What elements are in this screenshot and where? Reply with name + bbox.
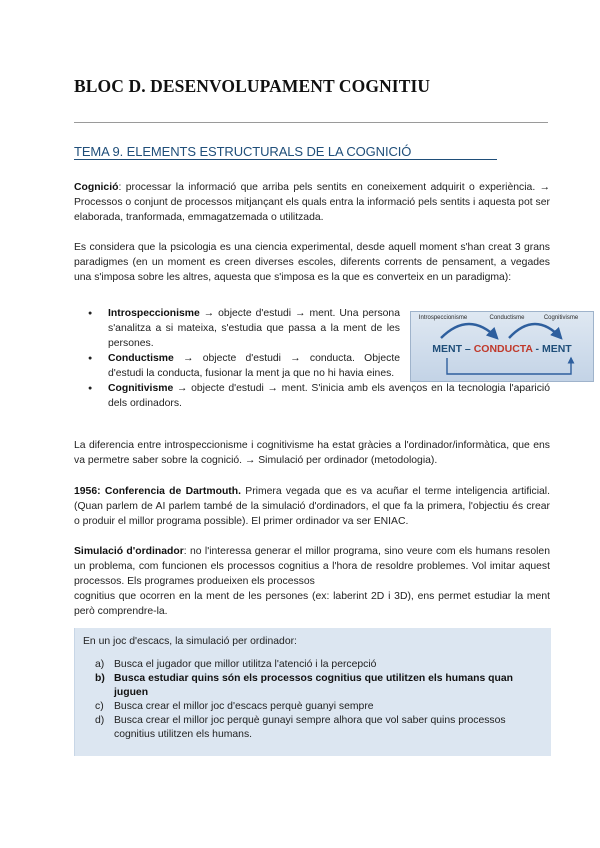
paradigm-diagram-svg [411, 312, 593, 381]
arrow-ment-to-conducta [441, 324, 497, 338]
arrow-conducta-to-ment [509, 324, 561, 338]
label-conducta: CONDUCTA [473, 343, 533, 355]
separator-1: – [462, 343, 474, 355]
label-ment-right: MENT [541, 343, 572, 355]
dartmouth-term: 1956: Conferencia de Dartmouth. [74, 486, 241, 497]
paradigm-term: Introspeccionisme [108, 308, 200, 319]
label-cognitivisme: Cognitivisme [543, 315, 579, 321]
dartmouth-paragraph [74, 484, 550, 529]
paradigm-item-conductisme [74, 351, 400, 381]
paradigm-text: → objecte d'estudi → ment. Una persona s'analitza a si mateixa, s'estudia que passa a la ment de les persones. [108, 308, 400, 349]
option-text: Busca crear el millor joc d'escacs perquè guanyi sempre [114, 701, 374, 712]
cognicio-term: Cognició [74, 182, 119, 193]
paradigm-text: → objecte d'estudi → conducta. Objecte d'estudi la conducta, fusionar la ment ja que no hi havia eines. [108, 353, 400, 379]
paradigm-term: Conductisme [108, 353, 174, 364]
option-letter: c) [95, 701, 104, 712]
option-d [95, 714, 547, 742]
paradigms-intro: Es considera que la psicologia es una ciencia experimental, desde aquell moment s'han creat 3 grans paradigmes (en un moment es creen diverses escoles, diferents corrents de pensament, a vegades una s'imposa sobre les altres, aquesta que s'imposa es la que es converteix en un paradigma): [74, 242, 550, 283]
option-c [95, 700, 547, 714]
option-letter: d) [95, 715, 105, 726]
return-arrow [447, 358, 571, 374]
answer-options [95, 658, 547, 742]
diferencia-paragraph: La diferencia entre introspeccionisme i cognitivisme ha estat gràcies a l'ordinador/informàtica, que ens va permetre saber sobre la cognició. → Simulació per ordinador (metodologia). [74, 440, 550, 466]
label-conductisme: Conductisme [489, 315, 525, 321]
bloc-title: BLOC D. DESENVOLUPAMENT COGNITIU [74, 76, 431, 96]
question-callout [74, 628, 551, 756]
diagram-main-label [432, 343, 572, 355]
option-a [95, 658, 547, 672]
title-divider [74, 122, 548, 123]
cognicio-definition [74, 180, 550, 225]
separator-2: - [532, 343, 542, 355]
paradigm-term: Cognitivisme [108, 383, 174, 394]
option-letter: b) [95, 673, 105, 684]
tema-title: TEMA 9. ELEMENTS ESTRUCTURALS DE LA COGNICIÓ [74, 144, 497, 160]
cognicio-text: : processar la informació que arriba pels sentits en coneixement adquirit o experiència. → Processos o conjunt de processos mitjançant els quals entra la informació pels sentits i aquesta pot ser elaborada, tranformada, emmagatzemada o utilitzada. [74, 182, 550, 223]
paradigm-diagram [410, 311, 594, 382]
simulacio-paragraph [74, 544, 550, 589]
paradigm-item-cognitivisme [74, 381, 550, 411]
option-text: Busca el jugador que millor utilitza l'atenció i la percepció [114, 659, 377, 670]
option-b [95, 672, 547, 700]
option-letter: a) [95, 659, 105, 670]
label-introspeccionisme: Introspeccionisme [418, 315, 468, 321]
paradigm-item-introspeccionisme [74, 306, 400, 351]
option-text: Busca estudiar quins són els processos cognitius que utilitzen els humans quan juguen [114, 673, 513, 698]
dartmouth-text: Primera vegada que es va acuñar el terme inteligencia artificial. (Quan parlem de AI parlem també de la simulació d'ordinadors, el que fa la primera, l'objectiu és crear o produir el millor programa possible). El primer ordinador va ser ENIAC. [74, 486, 550, 527]
option-text: Busca crear el millor joc perquè gunayi sempre alhora que vol saber quins processos cognitius utilitzen els humans. [114, 715, 506, 740]
question-intro: En un joc d'escacs, la simulació per ordinador: [83, 636, 297, 647]
paradigm-text: → objecte d'estudi → ment. S'inicia amb els avenços en la tecnologia l'aparició dels ordinadors. [108, 383, 550, 409]
simulacio-paragraph-cont: cognitius que ocorren en la ment de les persones (ex: laberint 2D i 3D), ens permet estudiar la ment però comprendre-la. [74, 591, 550, 617]
label-ment-left: MENT [432, 343, 463, 355]
simulacio-text-a: : no l'interessa generar el millor programa, sino veure com els humans resolen un problema, com funcionen els processos cognitius a l'hora de resoldre problemes. Vol imitar aquest processos. Els programes produeixen els processos [74, 546, 550, 587]
simulacio-term: Simulació d'ordinador [74, 546, 184, 557]
